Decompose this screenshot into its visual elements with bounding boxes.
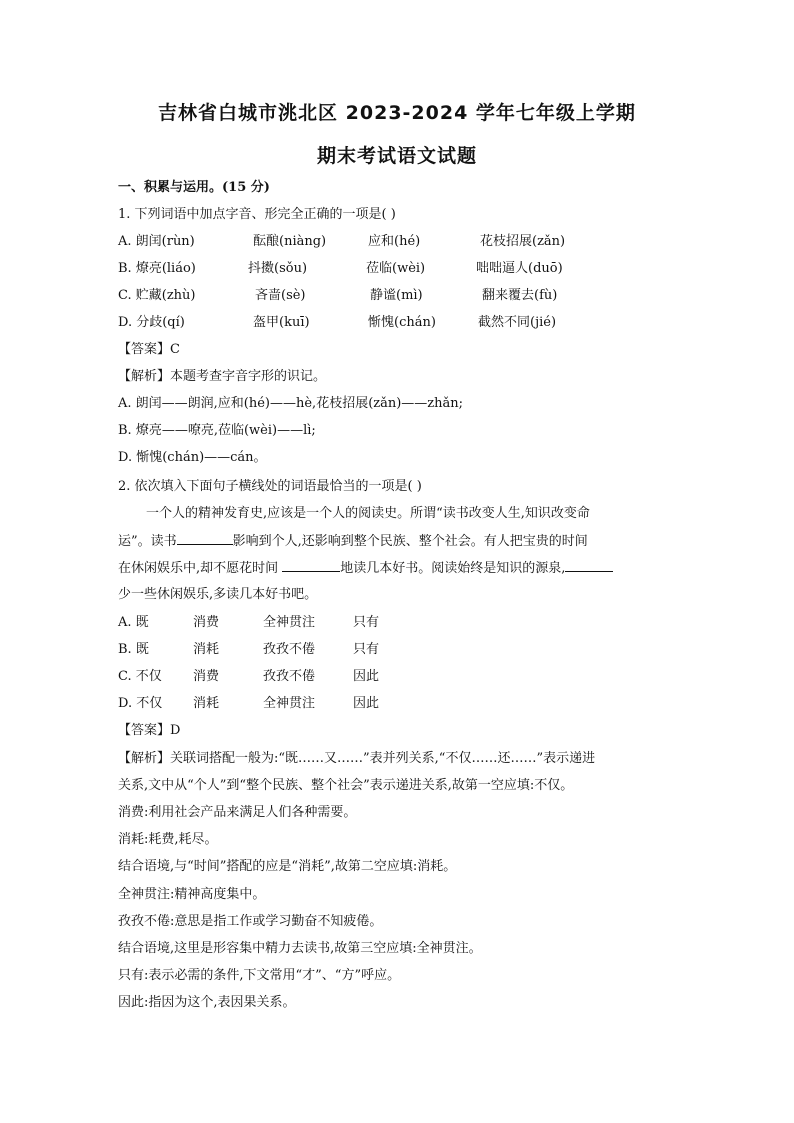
title-line-2: 期末考试语文试题 [316,145,477,167]
q2-option-b-4: 只有 [353,642,380,657]
q2-option-c-1: C. 不仅 [118,669,162,684]
q1-analysis-line: D. 惭愧(chán)——cán。 [118,450,267,465]
q2-option-a-1: A. 既 [118,615,149,630]
q2-stem: 2. 依次填入下面句子横线处的词语最恰当的一项是( ) [118,479,422,494]
passage-text: 运”。读书 [118,534,177,549]
q2-analysis-line: 消费:利用社会产品来满足人们各种需要。 [118,805,357,820]
q1-option-d-1: D. 分歧(qí) [118,315,185,330]
fill-blank [282,559,340,572]
q2-passage-line [118,586,317,604]
title-line-1: 吉林省白城市洮北区 2023-2024 学年七年级上学期 [158,102,636,124]
passage-text: 地读几本好书。阅读始终是知识的源泉, [340,561,566,576]
q1-option-c-3: 静谧(mì) [370,288,423,303]
q2-option-b-3: 孜孜不倦 [263,642,316,657]
q2-analysis-line: 孜孜不倦:意思是指工作或学习勤奋不知疲倦。 [118,914,383,929]
q1-option-b-3: 莅临(wèi) [366,261,426,276]
section-heading: 一、积累与运用。(15 分) [118,180,270,195]
q1-option-d-3: 惭愧(chán) [368,315,436,330]
q1-option-d-4: 截然不同(jié) [478,315,557,330]
q2-option-a-3: 全神贯注 [263,615,316,630]
q2-option-d-1: D. 不仅 [118,696,163,711]
q2-option-c-2: 消费 [193,669,220,684]
q2-option-b-1: B. 既 [118,642,149,657]
q1-option-a-4: 花枝招展(zǎn) [480,234,566,249]
q1-option-b-1: B. 燎亮(liáo) [118,261,196,276]
q1-option-c-4: 翻来覆去(fù) [482,288,558,303]
q1-option-b-4: 咄咄逼人(duō) [476,261,563,276]
q2-analysis-line: 消耗:耗费,耗尽。 [118,832,218,847]
q1-option-d-2: 盔甲(kuī) [253,315,310,330]
q2-answer: 【答案】D [118,723,181,738]
q2-analysis-line: 只有:表示必需的条件,下文常用“才”、“方”呼应。 [118,968,401,983]
q2-passage-line [146,505,590,523]
q2-option-d-2: 消耗 [193,696,220,711]
q1-option-c-1: C. 贮藏(zhù) [118,288,196,303]
passage-text: 一个人的精神发育史,应该是一个人的阅读史。所谓“读书改变人生,知识改变命 [146,506,590,521]
passage-text: 少一些休闲娱乐,多读几本好书吧。 [118,587,318,602]
q1-option-a-2: 酝酿(niàng) [253,234,327,249]
q2-option-c-3: 孜孜不倦 [263,669,316,684]
q1-option-b-2: 抖擞(sǒu) [248,261,308,276]
q2-option-c-4: 因此 [353,669,380,684]
q1-answer: 【答案】C [118,342,180,357]
q2-passage-line [118,532,588,551]
passage-text: 影响到个人,还影响到整个民族、整个社会。有人把宝贵的时间 [232,534,588,549]
q2-option-a-2: 消费 [193,615,220,630]
q1-option-c-2: 吝啬(sè) [255,288,306,303]
q1-analysis-line: B. 燎亮——嘹亮,莅临(wèi)——lì; [118,423,316,438]
q2-analysis-line: 全神贯注:精神高度集中。 [118,887,266,902]
q1-analysis-line: A. 朗闰——朗润,应和(hé)——hè,花枝招展(zǎn)——zhǎn; [118,396,464,411]
q1-option-a-1: A. 朗闰(rùn) [118,234,195,249]
q2-analysis-line: 【解析】关联词搭配一般为:“既……又……”表并列关系,“不仅……还……”表示递进 [118,751,596,766]
fill-blank [565,559,613,572]
q2-option-a-4: 只有 [353,615,380,630]
q2-option-b-2: 消耗 [193,642,220,657]
fill-blank [177,532,233,545]
q1-option-a-3: 应和(hé) [368,234,421,249]
q1-analysis-line: 【解析】本题考查字音字形的识记。 [118,369,327,384]
q2-analysis-line: 因此:指因为这个,表因果关系。 [118,995,296,1010]
q2-option-d-4: 因此 [353,696,380,711]
q2-passage-line [118,559,613,578]
q2-analysis-line: 结合语境,与“时间”搭配的应是“消耗”,故第二空应填:消耗。 [118,859,457,874]
q2-analysis-line: 结合语境,这里是形容集中精力去读书,故第三空应填:全神贯注。 [118,941,482,956]
passage-text: 在休闲娱乐中,却不愿花时间 [118,561,283,576]
q1-stem: 1. 下列词语中加点字音、形完全正确的一项是( ) [118,207,396,222]
q2-option-d-3: 全神贯注 [263,696,316,711]
q2-analysis-line: 关系,文中从“个人”到“整个民族、整个社会”表示递进关系,故第一空应填:不仅。 [118,778,574,793]
